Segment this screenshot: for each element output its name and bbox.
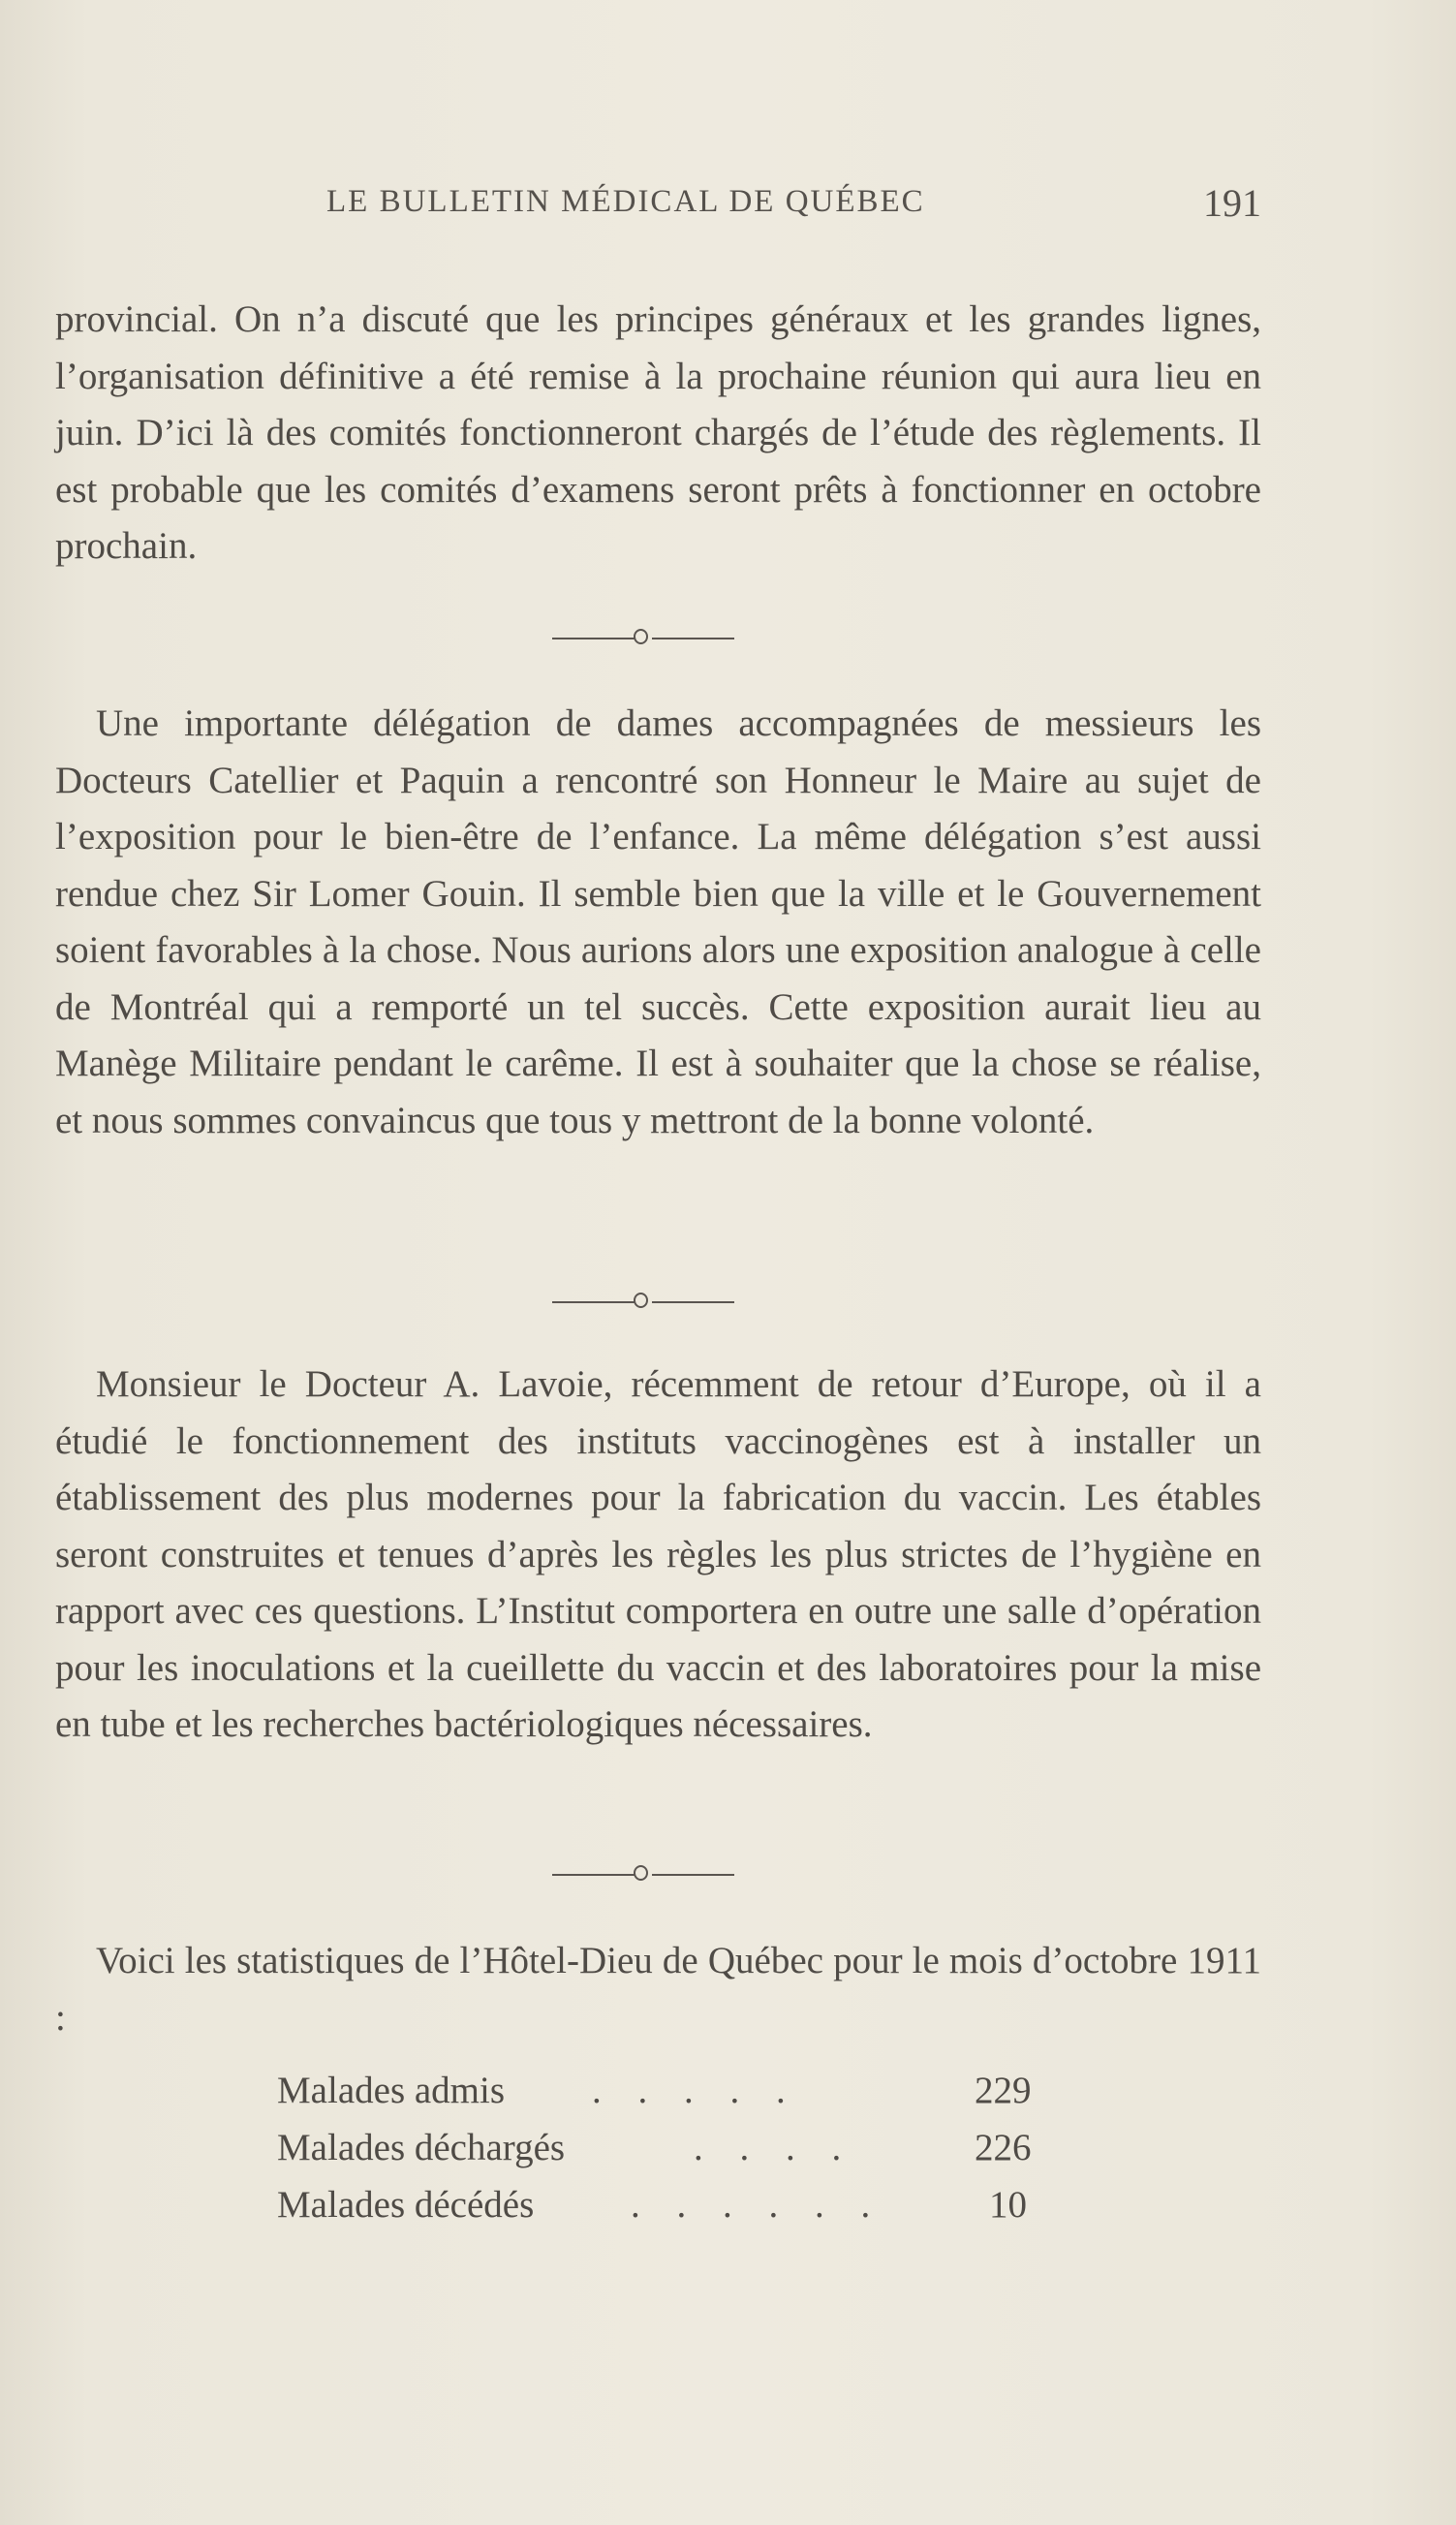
section-separator	[542, 1863, 746, 1886]
stat-value: 226	[975, 2127, 1032, 2168]
stat-value: 229	[975, 2070, 1032, 2111]
running-title: LE BULLETIN MÉDICAL DE QUÉBEC	[326, 184, 925, 219]
paragraph-1	[55, 292, 1261, 576]
paragraph-text: provincial. On n’a discuté que les principes généraux et les grandes lignes, l’organisation définitive a été remise à la prochaine réunion qui aura lieu en juin. D’ici là des comités fonctionneront chargés de l’étude des règlements. Il est probable que les comités d’examens seront prêts à fonctionner en octobre prochain.	[55, 298, 1261, 567]
stat-label: Malades décédés	[277, 2184, 535, 2226]
leader-dots: . . . . .	[592, 2070, 799, 2111]
page-header	[55, 181, 1261, 233]
stat-label: Malades déchargés	[277, 2127, 566, 2168]
section-separator	[542, 1291, 746, 1314]
paragraph-text: Une importante délégation de dames accompagnées de messieurs les Docteurs Catellier et Paquin a rencontré son Honneur le Maire au sujet de l’exposition pour le bien-être de l’enfance. La même délégation s’est aussi rendue chez Sir Lomer Gouin. Il semble bien que la ville et le Gouvernement soient favorables à la chose. Nous aurions alors une exposition analogue à celle de Montréal qui a remporté un tel succès. Cette exposition aurait lieu au Manège Militaire pendant le carême. Il est à souhaiter que la chose se réalise, et nous sommes convaincus que tous y mettront de la bonne volonté.	[55, 702, 1261, 1141]
paragraph-3	[55, 1356, 1261, 1754]
statistics-table	[277, 2062, 1052, 2233]
stat-row	[277, 2176, 1052, 2233]
leader-dots: . . . . . .	[631, 2184, 884, 2226]
stat-row	[277, 2062, 1052, 2119]
stat-value: 10	[989, 2184, 1027, 2226]
paragraph-text: Voici les statistiques de l’Hôtel-Dieu de Québec pour le mois d’octobre 1911 :	[55, 1940, 1261, 2039]
page-number: 191	[1203, 181, 1261, 225]
section-separator	[542, 627, 746, 650]
leader-dots: . . . .	[694, 2127, 855, 2168]
paragraph-2	[55, 696, 1261, 1149]
paragraph-text: Monsieur le Docteur A. Lavoie, récemment de retour d’Europe, où il a étudié le fonctionnement des instituts vaccinogènes est à installer un établissement des plus modernes pour la fabrication du vaccin. Les étables seront construites et tenues d’après les règles les plus strictes de l’hygiène en rapport avec ces questions. L’Institut comportera en outre une salle d’opération pour les inoculations et la cueillette du vaccin et des laboratoires pour la mise en tube et les recherches bactériologiques nécessaires.	[55, 1363, 1261, 1745]
stat-row	[277, 2119, 1052, 2176]
stat-label: Malades admis	[277, 2070, 506, 2111]
paragraph-4	[55, 1933, 1261, 2046]
